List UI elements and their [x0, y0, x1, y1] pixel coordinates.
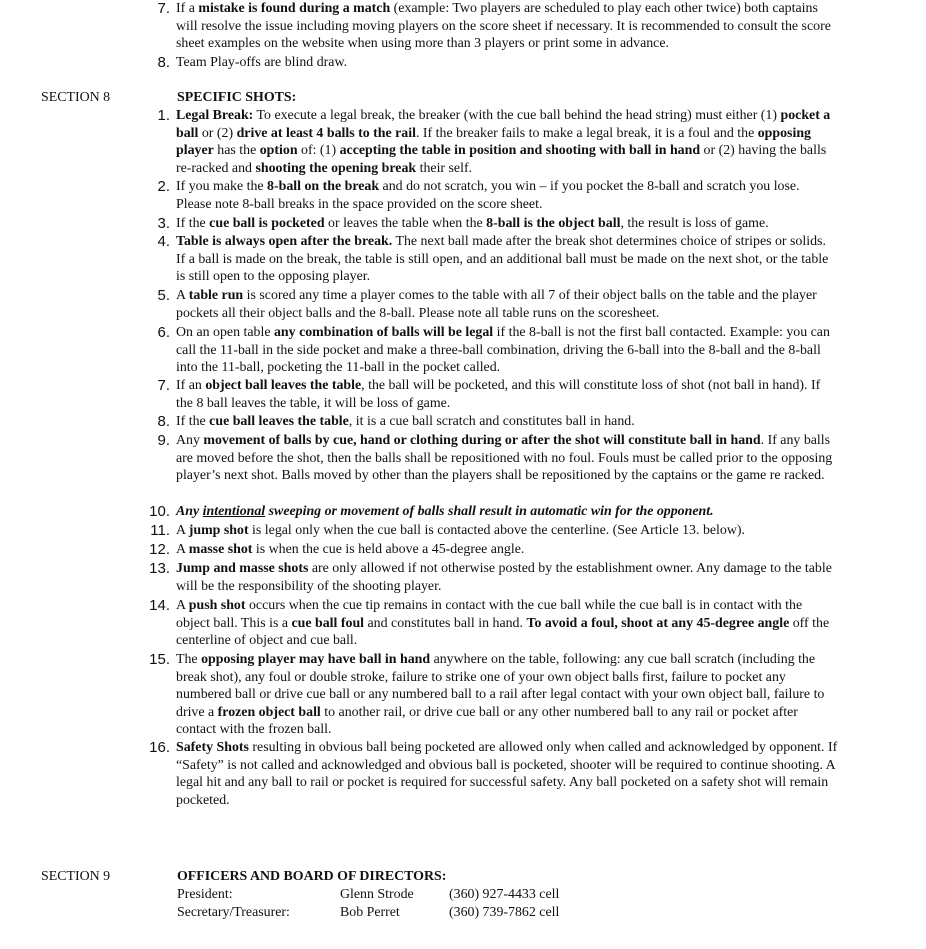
- rule-item-text: [176, 413, 838, 431]
- text-run: is legal only when the cue ball is contacted above the centerline. (See Article 13. below).: [248, 523, 745, 538]
- text-run: Jump and masse shots: [176, 561, 309, 576]
- text-run: has the: [213, 143, 260, 159]
- text-run: . If any balls are moved before the shot, then the balls shall be repositioned with no foul. Fouls must be called prior to the opposing player’s next shot. Balls moved by other than the players shall be repositioned by the captains or the game re racked.: [176, 433, 833, 484]
- item-number: 2.: [157, 178, 170, 195]
- rule-item-text: [176, 541, 838, 559]
- text-run: or (2) having the balls re-racked and: [176, 143, 827, 176]
- text-run: The next ball made after the break shot determines choice of stripes or solids. If a ball is made on the break, the table is still open, and an additional ball must be made on the next shot, or the table is still open to the opposing player.: [176, 234, 829, 285]
- rule-item-text: [176, 107, 838, 177]
- text-run: drive at least 4 balls to the rail: [236, 125, 416, 141]
- officer-role: President:: [177, 887, 233, 902]
- text-run: (example: Two players are scheduled to play each other twice) both captains will resolve the issue including moving players on the score sheet if necessary. It is recommended to consult the score sheet examples on the website when using more than 3 players or print some in advance.: [176, 1, 831, 52]
- text-run: Team Play-offs are blind draw.: [176, 55, 348, 70]
- rule-item-text: [176, 739, 838, 809]
- rule-item-text: [176, 651, 838, 739]
- text-run: or (2): [198, 125, 237, 141]
- text-run: , it is a cue ball scratch and constitutes ball in hand.: [348, 414, 635, 429]
- text-run: off the centerline of object and cue ball.: [176, 615, 830, 649]
- text-run: movement of balls by cue, hand or clothing during or after the shot will constitute ball in hand: [203, 433, 761, 448]
- section-9-heading: OFFICERS AND BOARD OF DIRECTORS:: [177, 869, 447, 884]
- text-run: Any: [176, 504, 203, 519]
- text-run: Safety Shots: [176, 740, 249, 755]
- text-run: object ball leaves the table: [205, 378, 362, 393]
- text-run: occurs when the cue tip remains in contact with the cue ball while the cue ball is in contact with the object ball. This is a: [176, 598, 803, 631]
- officer-name: Bob Perret: [340, 905, 400, 920]
- text-run: opposing player may have ball in hand: [201, 652, 431, 667]
- item-number: 10.: [149, 503, 170, 520]
- item-number: 4.: [157, 233, 170, 250]
- text-run: . If the breaker fails to make a legal break, it is a foul and the: [415, 125, 758, 141]
- item-number: 6.: [157, 324, 170, 341]
- text-run: If you make the: [176, 179, 268, 194]
- text-run: sweeping or movement of balls shall result in automatic win for the opponent.: [265, 504, 714, 519]
- text-run: or leaves the table when the: [324, 216, 487, 231]
- text-run: To execute a legal break, the breaker (with the cue ball behind the head string) must either (1): [253, 108, 781, 123]
- rule-item-text: [176, 324, 838, 377]
- text-run: option: [259, 143, 298, 159]
- text-run: A: [176, 598, 189, 613]
- text-run: and do not scratch, you win – if you pocket the 8-ball and scratch you lose. Please note 8-ball breaks in the space provided on the score sheet.: [176, 179, 800, 212]
- text-run: their self.: [416, 160, 473, 176]
- text-run: A: [176, 523, 189, 538]
- text-run: If a: [176, 1, 199, 16]
- text-run: and constitutes ball in hand.: [364, 615, 527, 631]
- text-run: are only allowed if not otherwise posted by the establishment owner. Any damage to the table will be the responsibility of the shooting player.: [176, 561, 832, 594]
- item-number: 12.: [149, 541, 170, 558]
- item-number: 8.: [157, 54, 170, 71]
- rule-item-text: [176, 178, 838, 213]
- text-run: On an open table: [176, 325, 274, 340]
- text-run: cue ball foul: [291, 615, 365, 631]
- rule-item-text: [176, 503, 838, 521]
- text-run: If an: [176, 378, 206, 393]
- rule-item-text: [176, 287, 838, 322]
- text-run: A: [176, 288, 189, 303]
- rule-item-text: [176, 522, 838, 540]
- text-run: If the: [176, 216, 210, 231]
- text-run: intentional: [202, 504, 266, 519]
- officer-phone: (360) 927-4433 cell: [449, 887, 560, 902]
- text-run: 8-ball on the break: [267, 179, 380, 194]
- text-run: is when the cue is held above a 45-degree angle.: [252, 542, 525, 557]
- text-run: masse shot: [188, 542, 253, 557]
- rule-item-text: [176, 432, 838, 485]
- text-run: of: (1): [297, 143, 340, 159]
- rule-item-text: [176, 233, 838, 286]
- text-run: accepting the table in position and shooting with ball in hand: [339, 143, 701, 159]
- text-run: The: [176, 652, 202, 667]
- rule-item-text: [176, 54, 838, 72]
- text-run: pocket a ball: [176, 108, 831, 141]
- item-number: 3.: [157, 215, 170, 232]
- rule-item-text: [176, 377, 838, 412]
- item-number: 15.: [149, 651, 170, 668]
- text-run: A: [176, 542, 189, 557]
- officer-role: Secretary/Treasurer:: [177, 905, 290, 920]
- text-run: , the result is loss of game.: [620, 216, 769, 231]
- text-run: frozen object ball: [217, 704, 321, 720]
- text-run: Any: [176, 433, 204, 448]
- section-9-label: SECTION 9: [41, 869, 111, 884]
- text-run: if the 8-ball is not the first ball contacted. Example: you can call the 11-ball in the side pocket and make a three-ball combination, driving the 6-ball into the 8-ball and the 8-ball into the 11-ball, pocketing the 11-ball in the pocket called.: [176, 325, 830, 376]
- text-run: cue ball leaves the table: [209, 414, 349, 429]
- item-number: 13.: [149, 560, 170, 577]
- officer-phone: (360) 739-7862 cell: [449, 905, 560, 920]
- text-run: jump shot: [188, 523, 249, 538]
- text-run: Table is always open after the break.: [176, 234, 393, 249]
- text-run: to another rail, or drive cue ball or any other numbered ball to any rail or pocket after contact with the frozen ball.: [176, 704, 798, 738]
- text-run: resulting in obvious ball being pocketed are allowed only when called and acknowledged by opponent. If “Safety” is not called and acknowledged and obvious ball is pocketed, shooter will be required to continue shooting. A legal hit and any ball to rail or pocket is required for successful safety. Any ball pocketed on a safety shot will remain pocketed.: [176, 740, 838, 808]
- item-number: 7.: [157, 377, 170, 394]
- officer-name: Glenn Strode: [340, 887, 414, 902]
- rule-item-text: [176, 0, 838, 53]
- text-run: To avoid a foul, shoot at any 45-degree angle: [526, 615, 790, 631]
- rule-item-text: [176, 215, 838, 233]
- item-number: 16.: [149, 739, 170, 756]
- rule-item-text: [176, 597, 838, 650]
- item-number: 8.: [157, 413, 170, 430]
- section-8-heading: SPECIFIC SHOTS:: [177, 90, 297, 105]
- section-8-label: SECTION 8: [41, 90, 111, 105]
- text-run: mistake is found during a match: [198, 1, 391, 16]
- item-number: 5.: [157, 287, 170, 304]
- text-run: push shot: [188, 598, 246, 613]
- item-number: 11.: [150, 522, 170, 539]
- text-run: If the: [176, 414, 210, 429]
- text-run: anywhere on the table, following: any cue ball scratch (including the break shot), any foul or double stroke, failure to strike one of your own object balls first, failure to pocket any numbered ball or drive cue ball or any numbered ball to a rail after legal contact with your own object ball, failure to drive a: [176, 652, 825, 720]
- text-run: 8-ball is the object ball: [486, 216, 621, 231]
- text-run: , the ball will be pocketed, and this will constitute loss of shot (not ball in hand). If the 8 ball leaves the table, it will be loss of game.: [176, 378, 821, 411]
- text-run: cue ball is pocketed: [209, 216, 325, 231]
- item-number: 7.: [157, 0, 170, 17]
- text-run: opposing player: [176, 125, 811, 159]
- text-run: shooting the opening break: [255, 160, 417, 176]
- rule-item-text: [176, 560, 838, 595]
- text-run: is scored any time a player comes to the table with all 7 of their object balls on the table and the player pockets all their object balls and the 8-ball. Please note all table runs on the scoresheet.: [176, 288, 817, 321]
- text-run: Legal Break:: [176, 108, 254, 123]
- item-number: 14.: [149, 597, 170, 614]
- text-run: table run: [188, 288, 244, 303]
- item-number: 9.: [157, 432, 170, 449]
- text-run: any combination of balls will be legal: [273, 325, 494, 340]
- item-number: 1.: [157, 107, 170, 124]
